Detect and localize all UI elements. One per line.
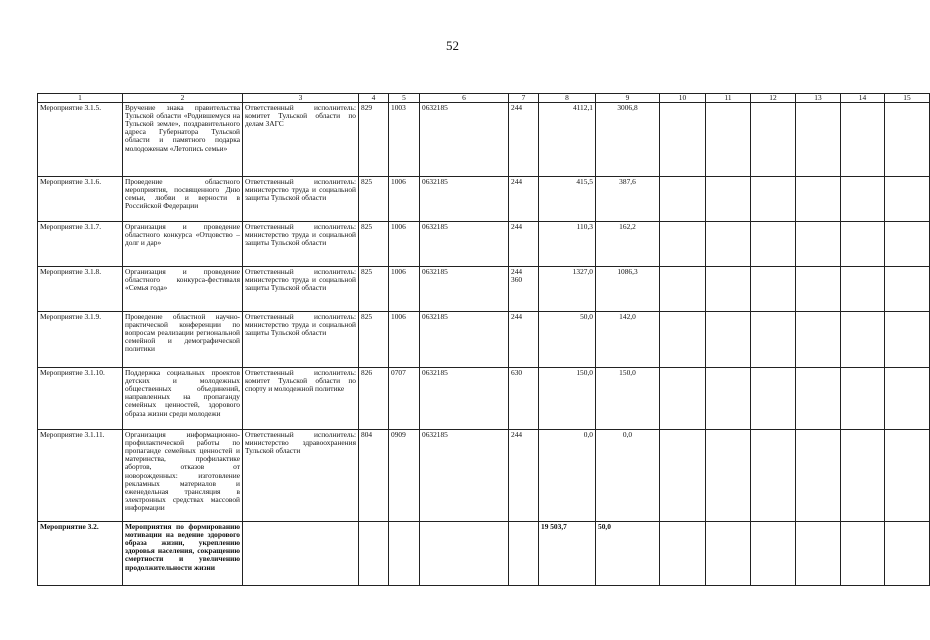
activity-name-cell: Организация информационно-профилактической работы по пропаганде семейных ценностей и материнства, профилактике абортов, отказов от новорожденных: изготовление рекламных материалов и еженедельная трансляция в электронных средствах массовой информации — [123, 430, 243, 522]
empty-col13-cell — [796, 312, 841, 368]
activity-code-cell: Мероприятие 3.1.5. — [38, 103, 123, 177]
header-cell-12: 12 — [751, 94, 796, 103]
ministry-code-cell: 804 — [359, 430, 389, 522]
section-code-cell — [389, 522, 420, 586]
executor-cell: Ответственный исполнитель: министерство здравоохранения Тульской области — [243, 430, 359, 522]
amount-col8-cell: 50,0 — [539, 312, 596, 368]
empty-col12-cell — [751, 430, 796, 522]
target-article-cell: 0632185 — [420, 177, 509, 222]
empty-col14-cell — [841, 430, 885, 522]
empty-col10-cell — [660, 222, 706, 267]
header-cell-7: 7 — [509, 94, 539, 103]
header-cell-4: 4 — [359, 94, 389, 103]
activity-code-cell: Мероприятие 3.1.9. — [38, 312, 123, 368]
section-code-cell: 1006 — [389, 222, 420, 267]
empty-col15-cell — [885, 522, 930, 586]
target-article-cell: 0632185 — [420, 267, 509, 312]
expense-type-cell — [509, 222, 539, 267]
ministry-code-cell: 829 — [359, 103, 389, 177]
table-row — [38, 430, 930, 522]
ministry-code-cell: 825 — [359, 312, 389, 368]
activity-code-cell: Мероприятие 3.1.11. — [38, 430, 123, 522]
empty-col11-cell — [706, 103, 751, 177]
amount-col9-cell: 142,0 — [596, 312, 660, 368]
amount-col9-cell: 1086,3 — [596, 267, 660, 312]
table-row — [38, 177, 930, 222]
section-code-cell: 1003 — [389, 103, 420, 177]
empty-col14-cell — [841, 267, 885, 312]
empty-col10-cell — [660, 103, 706, 177]
target-article-cell: 0632185 — [420, 368, 509, 430]
expense-type-cell — [509, 103, 539, 177]
executor-cell: Ответственный исполнитель: комитет Тульской области по делам ЗАГС — [243, 103, 359, 177]
section-code-cell: 0707 — [389, 368, 420, 430]
header-cell-9: 9 — [596, 94, 660, 103]
activity-name-cell: Организация и проведение областного конкурса-фестиваля «Семья года» — [123, 267, 243, 312]
expense-type-cell — [509, 177, 539, 222]
expense-type-value: 244 — [511, 103, 523, 113]
empty-col14-cell — [841, 312, 885, 368]
expense-type-value: 244 — [511, 312, 523, 322]
activity-code-cell: Мероприятие 3.1.7. — [38, 222, 123, 267]
expense-type-cell — [509, 267, 539, 312]
empty-col11-cell — [706, 267, 751, 312]
activity-code-cell: Мероприятие 3.1.6. — [38, 177, 123, 222]
header-cell-1: 1 — [38, 94, 123, 103]
header-cell-14: 14 — [841, 94, 885, 103]
amount-col8-cell: 150,0 — [539, 368, 596, 430]
amount-col8-cell: 1327,0 — [539, 267, 596, 312]
empty-col14-cell — [841, 177, 885, 222]
empty-col10-cell — [660, 430, 706, 522]
expense-type-value: 360 — [511, 275, 523, 285]
empty-col13-cell — [796, 368, 841, 430]
executor-cell — [243, 522, 359, 586]
empty-col15-cell — [885, 267, 930, 312]
table-row — [38, 103, 930, 177]
header-cell-11: 11 — [706, 94, 751, 103]
table-row — [38, 522, 930, 586]
empty-col15-cell — [885, 312, 930, 368]
activity-code-cell: Мероприятие 3.1.8. — [38, 267, 123, 312]
activity-code-cell: Мероприятие 3.2. — [38, 522, 123, 586]
amount-col9-cell: 150,0 — [596, 368, 660, 430]
expense-type-value: 244 — [511, 267, 523, 277]
empty-col15-cell — [885, 368, 930, 430]
empty-col13-cell — [796, 522, 841, 586]
empty-col12-cell — [751, 312, 796, 368]
target-article-cell — [420, 522, 509, 586]
header-cell-13: 13 — [796, 94, 841, 103]
amount-col9-cell: 387,6 — [596, 177, 660, 222]
page-number: 52 — [446, 38, 459, 53]
executor-cell: Ответственный исполнитель: комитет Тульской области по спорту и молодежной политике — [243, 368, 359, 430]
activity-name-cell: Вручение знака правительства Тульской области «Родившемуся на Тульской земле», поздравительного адреса Губернатора Тульской области и памятного подарка молодоженам «Летопись семьи» — [123, 103, 243, 177]
expense-type-cell — [509, 312, 539, 368]
amount-col8-cell: 110,3 — [539, 222, 596, 267]
empty-col12-cell — [751, 222, 796, 267]
empty-col13-cell — [796, 222, 841, 267]
empty-col15-cell — [885, 222, 930, 267]
section-code-cell: 1006 — [389, 177, 420, 222]
expense-type-cell — [509, 430, 539, 522]
empty-col14-cell — [841, 522, 885, 586]
empty-col14-cell — [841, 368, 885, 430]
amount-col8-cell: 19 503,7 — [539, 522, 596, 586]
activity-name-cell: Организация и проведение областного конкурса «Отцовство – долг и дар» — [123, 222, 243, 267]
header-cell-15: 15 — [885, 94, 930, 103]
empty-col15-cell — [885, 177, 930, 222]
empty-col10-cell — [660, 312, 706, 368]
section-code-cell: 1006 — [389, 312, 420, 368]
executor-cell: Ответственный исполнитель: министерство труда и социальной защиты Тульской области — [243, 222, 359, 267]
executor-cell: Ответственный исполнитель: министерство труда и социальной защиты Тульской области — [243, 177, 359, 222]
target-article-cell: 0632185 — [420, 430, 509, 522]
activity-name-cell: Проведение областной научно-практической конференции по вопросам реализации региональной семейной и демографической политики — [123, 312, 243, 368]
empty-col13-cell — [796, 103, 841, 177]
section-code-cell: 0909 — [389, 430, 420, 522]
empty-col15-cell — [885, 103, 930, 177]
ministry-code-cell: 825 — [359, 267, 389, 312]
empty-col12-cell — [751, 177, 796, 222]
expense-type-value: 630 — [511, 368, 523, 378]
program-table — [37, 93, 930, 586]
empty-col12-cell — [751, 267, 796, 312]
empty-col10-cell — [660, 522, 706, 586]
empty-col11-cell — [706, 177, 751, 222]
table-row — [38, 222, 930, 267]
empty-col11-cell — [706, 368, 751, 430]
amount-col8-cell: 4112,1 — [539, 103, 596, 177]
expense-type-value: 244 — [511, 177, 523, 187]
header-cell-8: 8 — [539, 94, 596, 103]
table-row — [38, 368, 930, 430]
empty-col13-cell — [796, 267, 841, 312]
empty-col11-cell — [706, 312, 751, 368]
empty-col12-cell — [751, 368, 796, 430]
amount-col9-cell: 50,0 — [596, 522, 660, 586]
empty-col11-cell — [706, 222, 751, 267]
amount-col8-cell: 0,0 — [539, 430, 596, 522]
empty-col10-cell — [660, 177, 706, 222]
empty-col10-cell — [660, 267, 706, 312]
expense-type-cell — [509, 522, 539, 586]
amount-col8-cell: 415,5 — [539, 177, 596, 222]
target-article-cell: 0632185 — [420, 103, 509, 177]
empty-col12-cell — [751, 103, 796, 177]
empty-col15-cell — [885, 430, 930, 522]
executor-cell: Ответственный исполнитель: министерство труда и социальной защиты Тульской области — [243, 312, 359, 368]
table-row — [38, 267, 930, 312]
target-article-cell: 0632185 — [420, 312, 509, 368]
expense-type-value: 244 — [511, 222, 523, 232]
expense-type-cell — [509, 368, 539, 430]
activity-name-cell: Проведение областного мероприятия, посвященного Дню семьи, любви и верности в Российской Федерации — [123, 177, 243, 222]
header-cell-2: 2 — [123, 94, 243, 103]
table-row — [38, 312, 930, 368]
header-cell-5: 5 — [389, 94, 420, 103]
activity-name-cell: Мероприятия по формированию мотивации на ведение здорового образа жизни, укреплению здоровья населения, сокращению смертности и увеличению продолжительности жизни — [123, 522, 243, 586]
ministry-code-cell: 826 — [359, 368, 389, 430]
empty-col13-cell — [796, 177, 841, 222]
empty-col11-cell — [706, 430, 751, 522]
amount-col9-cell: 162,2 — [596, 222, 660, 267]
amount-col9-cell: 3006,8 — [596, 103, 660, 177]
header-cell-10: 10 — [660, 94, 706, 103]
header-cell-6: 6 — [420, 94, 509, 103]
empty-col14-cell — [841, 222, 885, 267]
section-code-cell: 1006 — [389, 267, 420, 312]
empty-col10-cell — [660, 368, 706, 430]
amount-col9-cell: 0,0 — [596, 430, 660, 522]
target-article-cell: 0632185 — [420, 222, 509, 267]
header-cell-3: 3 — [243, 94, 359, 103]
activity-name-cell: Поддержка социальных проектов детских и молодежных общественных объединений, направленных на пропаганду семейных ценностей, здорового образа жизни среди молодежи — [123, 368, 243, 430]
empty-col11-cell — [706, 522, 751, 586]
expense-type-value: 244 — [511, 430, 523, 440]
activity-code-cell: Мероприятие 3.1.10. — [38, 368, 123, 430]
ministry-code-cell: 825 — [359, 222, 389, 267]
empty-col12-cell — [751, 522, 796, 586]
executor-cell: Ответственный исполнитель: министерство труда и социальной защиты Тульской области — [243, 267, 359, 312]
ministry-code-cell: 825 — [359, 177, 389, 222]
empty-col14-cell — [841, 103, 885, 177]
ministry-code-cell — [359, 522, 389, 586]
table-body — [38, 103, 930, 586]
header-row — [38, 94, 930, 103]
empty-col13-cell — [796, 430, 841, 522]
